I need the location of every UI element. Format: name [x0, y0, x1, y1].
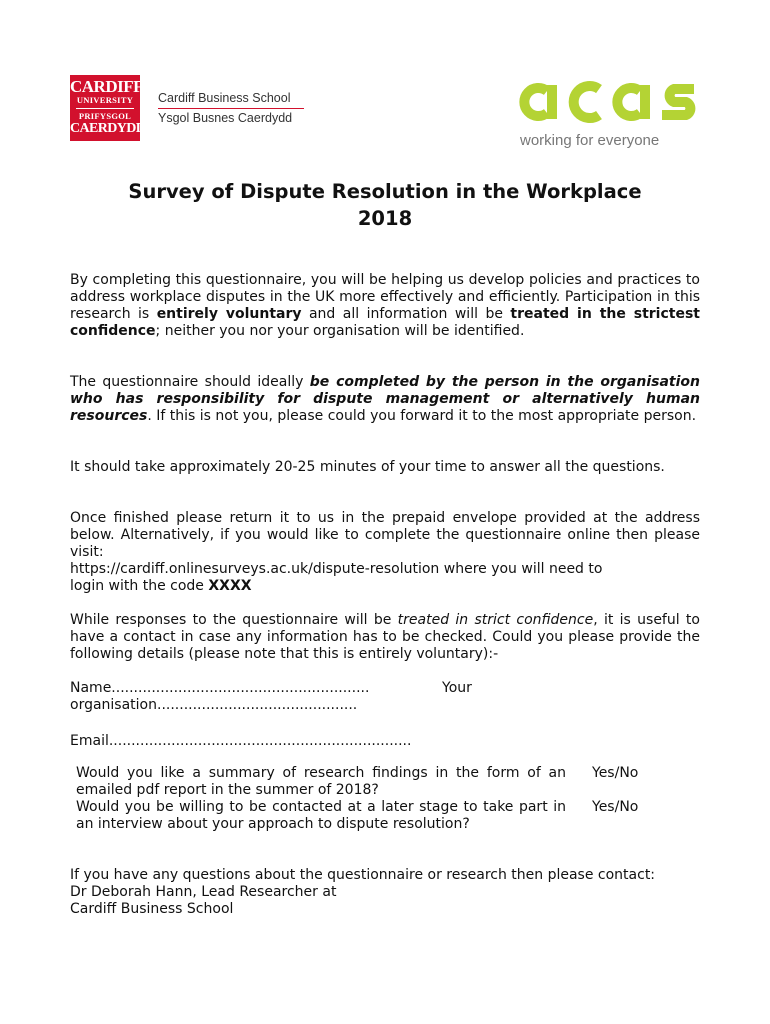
p1-confidence: treated in the strictest confidence	[70, 306, 700, 339]
title-line-1: Survey of Dispute Resolution in the Workplace	[128, 180, 642, 203]
p3-text: It should take approximately 20-25 minutes of your time to answer all the questions.	[70, 459, 665, 475]
acas-wordmark	[514, 77, 704, 127]
school-name-english: Cardiff Business School	[158, 91, 291, 105]
cardiff-crest-box	[70, 75, 146, 141]
p4-text-c: login with the code	[70, 578, 209, 594]
cardiff-box-rule	[76, 108, 134, 109]
p5-text-a: While responses to the questionnaire will be	[70, 612, 398, 628]
question-summary-text: Would you like a summary of research findings in the form of an emailed pdf report in the summer of 2018?	[76, 765, 566, 798]
contact-name: Dr Deborah Hann, Lead Researcher at	[70, 884, 337, 900]
login-code: XXXX	[208, 578, 252, 594]
contact-institution: Cardiff Business School	[70, 901, 234, 917]
p5-text-c: , it is useful to have a contact in case any information has to be checked. Could you please provide the following details (please note that this is entirely voluntary):-	[70, 612, 700, 662]
your-label: Your	[442, 680, 472, 696]
p1-voluntary: entirely voluntary	[156, 306, 302, 322]
contact-section	[70, 867, 700, 918]
p2-emphasis: be completed by the person in the organisation who has responsibility for dispute management or alternatively human resources	[70, 374, 700, 424]
organisation-field[interactable]: organisation.............................................	[70, 697, 358, 713]
acas-logo	[514, 77, 704, 152]
intro-paragraph-2	[70, 374, 700, 425]
organisation-field-line	[70, 697, 700, 714]
intro-paragraph-4	[70, 510, 700, 595]
title-line-2: 2018	[357, 207, 413, 230]
question-summary-answer[interactable]: Yes/No	[592, 765, 639, 781]
intro-paragraph-3	[70, 459, 700, 476]
cardiff-box-line4: CAERDYDD	[70, 121, 146, 136]
name-field[interactable]: Name..........................................................	[70, 680, 370, 696]
document-title	[40, 178, 730, 232]
p5-emphasis: treated in strict confidence	[397, 612, 594, 628]
school-name-welsh: Ysgol Busnes Caerdydd	[158, 111, 293, 125]
p2-text-a: The questionnaire should ideally	[70, 374, 310, 390]
p4-text-b: where you will need to	[439, 561, 603, 577]
question-interview-text: Would you be willing to be contacted at a later stage to take part in an interview about your approach to dispute resolution?	[76, 799, 566, 832]
p2-text-c: . If this is not you, please could you forward it to the most appropriate person.	[147, 408, 697, 424]
cardiff-box-line3: PRIFYSGOL	[78, 111, 132, 121]
intro-paragraph-1	[70, 272, 700, 340]
intro-paragraph-5	[70, 612, 700, 663]
cardiff-university-logo	[70, 75, 305, 141]
school-name-divider	[158, 108, 304, 109]
contact-intro: If you have any questions about the questionnaire or research then please contact:	[70, 867, 656, 883]
name-field-line	[70, 680, 700, 697]
p1-text-e: ; neither you nor your organisation will be identified.	[155, 323, 525, 339]
email-field-line	[70, 733, 700, 750]
question-interview-answer[interactable]: Yes/No	[592, 799, 639, 815]
survey-url-link[interactable]: https://cardiff.onlinesurveys.ac.uk/dispute-resolution	[70, 561, 440, 577]
email-field[interactable]: Email....................................................................	[70, 733, 412, 749]
p1-text-c: and all information will be	[301, 306, 511, 322]
p4-text-a: Once finished please return it to us in the prepaid envelope provided at the address below. Alternatively, if you would like to complete the questionnaire online then please visit:	[70, 510, 700, 560]
p1-text-a: By completing this questionnaire, you will be helping us develop policies and practices to address workplace disputes in the UK more effectively and efficiently. Participation in this research is	[70, 272, 700, 322]
cardiff-box-line1: CARDIFF	[70, 77, 143, 96]
cardiff-box-line2: UNIVERSITY	[76, 95, 134, 105]
acas-tagline: working for everyone	[520, 132, 660, 149]
